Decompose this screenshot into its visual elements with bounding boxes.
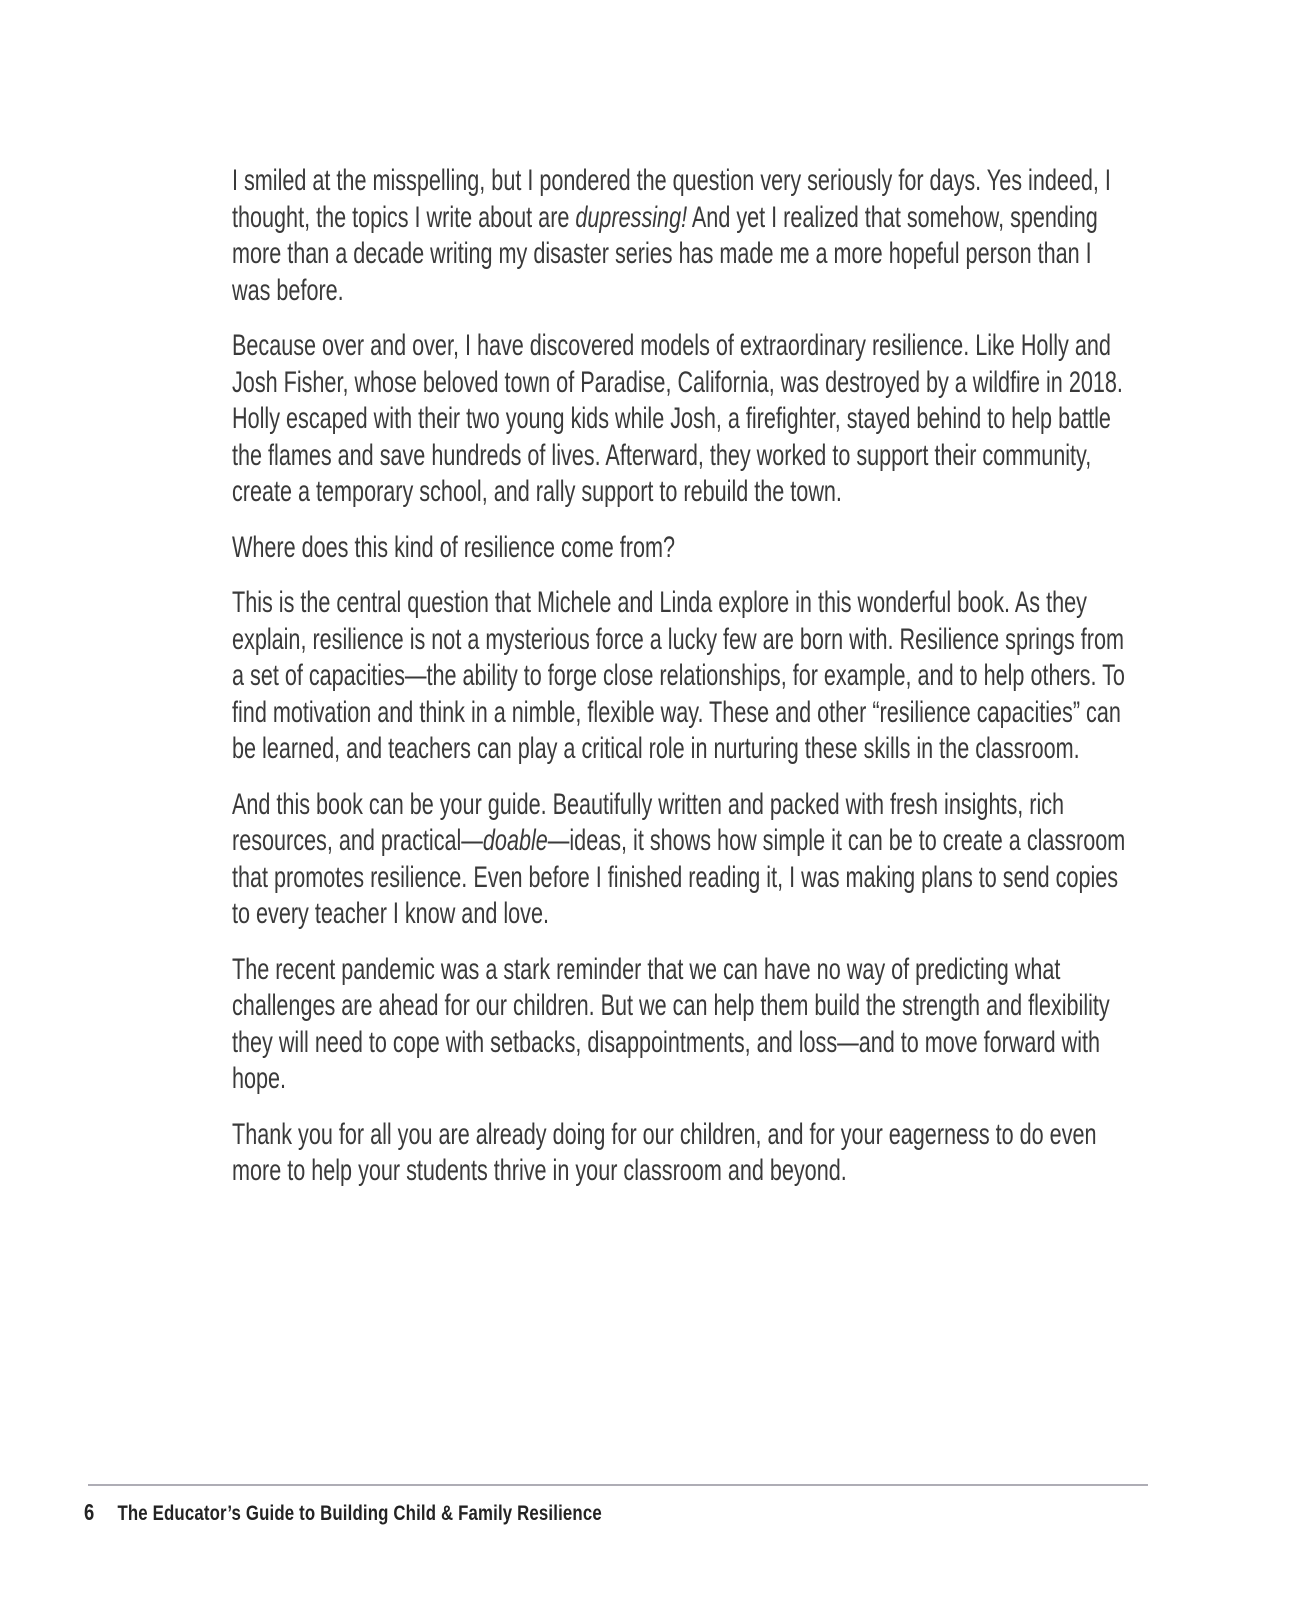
running-title: The Educator’s Guide to Building Child & Family Resilience	[117, 1502, 602, 1525]
text-run: I smiled at the misspelling, but I pondered the question very seriously for days. Yes indeed, I thought, the topics I write about are	[232, 164, 1111, 234]
foreword-body	[232, 163, 1127, 1209]
footer-rule	[88, 1484, 1148, 1486]
text-run: —ideas, it shows how simple it can be to create a classroom that promotes resilience. Even before I finished reading it, I was making plans to send copies to every teacher I know and love.	[232, 824, 1126, 930]
text-run: The recent pandemic was a stark reminder that we can have no way of predicting what challenges are ahead for our children. But we can help them build the strength and flexibility they will need to cope with setbacks, disappointments, and loss—and to move forward with hope.	[232, 952, 1110, 1095]
italic-text-run: doable	[482, 824, 548, 857]
page-number: 6	[84, 1499, 95, 1525]
paragraph	[232, 787, 1127, 933]
text-run: Where does this kind of resilience come from?	[232, 530, 675, 564]
text-run: And yet I realized that somehow, spending more than a decade writing my disaster series has made me a more hopeful person than I was before.	[232, 200, 1098, 307]
footer	[84, 1499, 684, 1526]
text-run: Because over and over, I have discovered models of extraordinary resilience. Like Holly and Josh Fisher, whose beloved town of Paradise, California, was destroyed by a wildfire in 2018. Holly escaped with their two young kids while Josh, a firefighter, stayed behind to help battle the flames and save hundreds of lives. Afterward, they worked to support their community, create a temporary school, and rally support to rebuild the town.	[232, 329, 1123, 508]
italic-text-run: dupressing!	[575, 200, 688, 234]
text-run: This is the central question that Michele and Linda explore in this wonderful book. As they explain, resilience is not a mysterious force a lucky few are born with. Resilience springs from a set of capacities—the ability to forge close relationships, for example, and to help others. To find motivation and think in a nimble, flexible way. These and other “resilience capacities” can be learned, and teachers can play a critical role in nurturing these skills in the classroom.	[232, 586, 1125, 765]
paragraph	[232, 585, 1127, 768]
paragraph	[232, 530, 1127, 567]
paragraph	[232, 952, 1127, 1098]
text-run: Thank you for all you are already doing for our children, and for your eagerness to do even more to help your students thrive in your classroom and beyond.	[232, 1117, 1097, 1187]
paragraph	[232, 1117, 1127, 1190]
paragraph	[232, 163, 1127, 309]
paragraph	[232, 328, 1127, 511]
text-run: And this book can be your guide. Beautifully written and packed with fresh insights, rich resources, and practical—	[232, 787, 1065, 857]
